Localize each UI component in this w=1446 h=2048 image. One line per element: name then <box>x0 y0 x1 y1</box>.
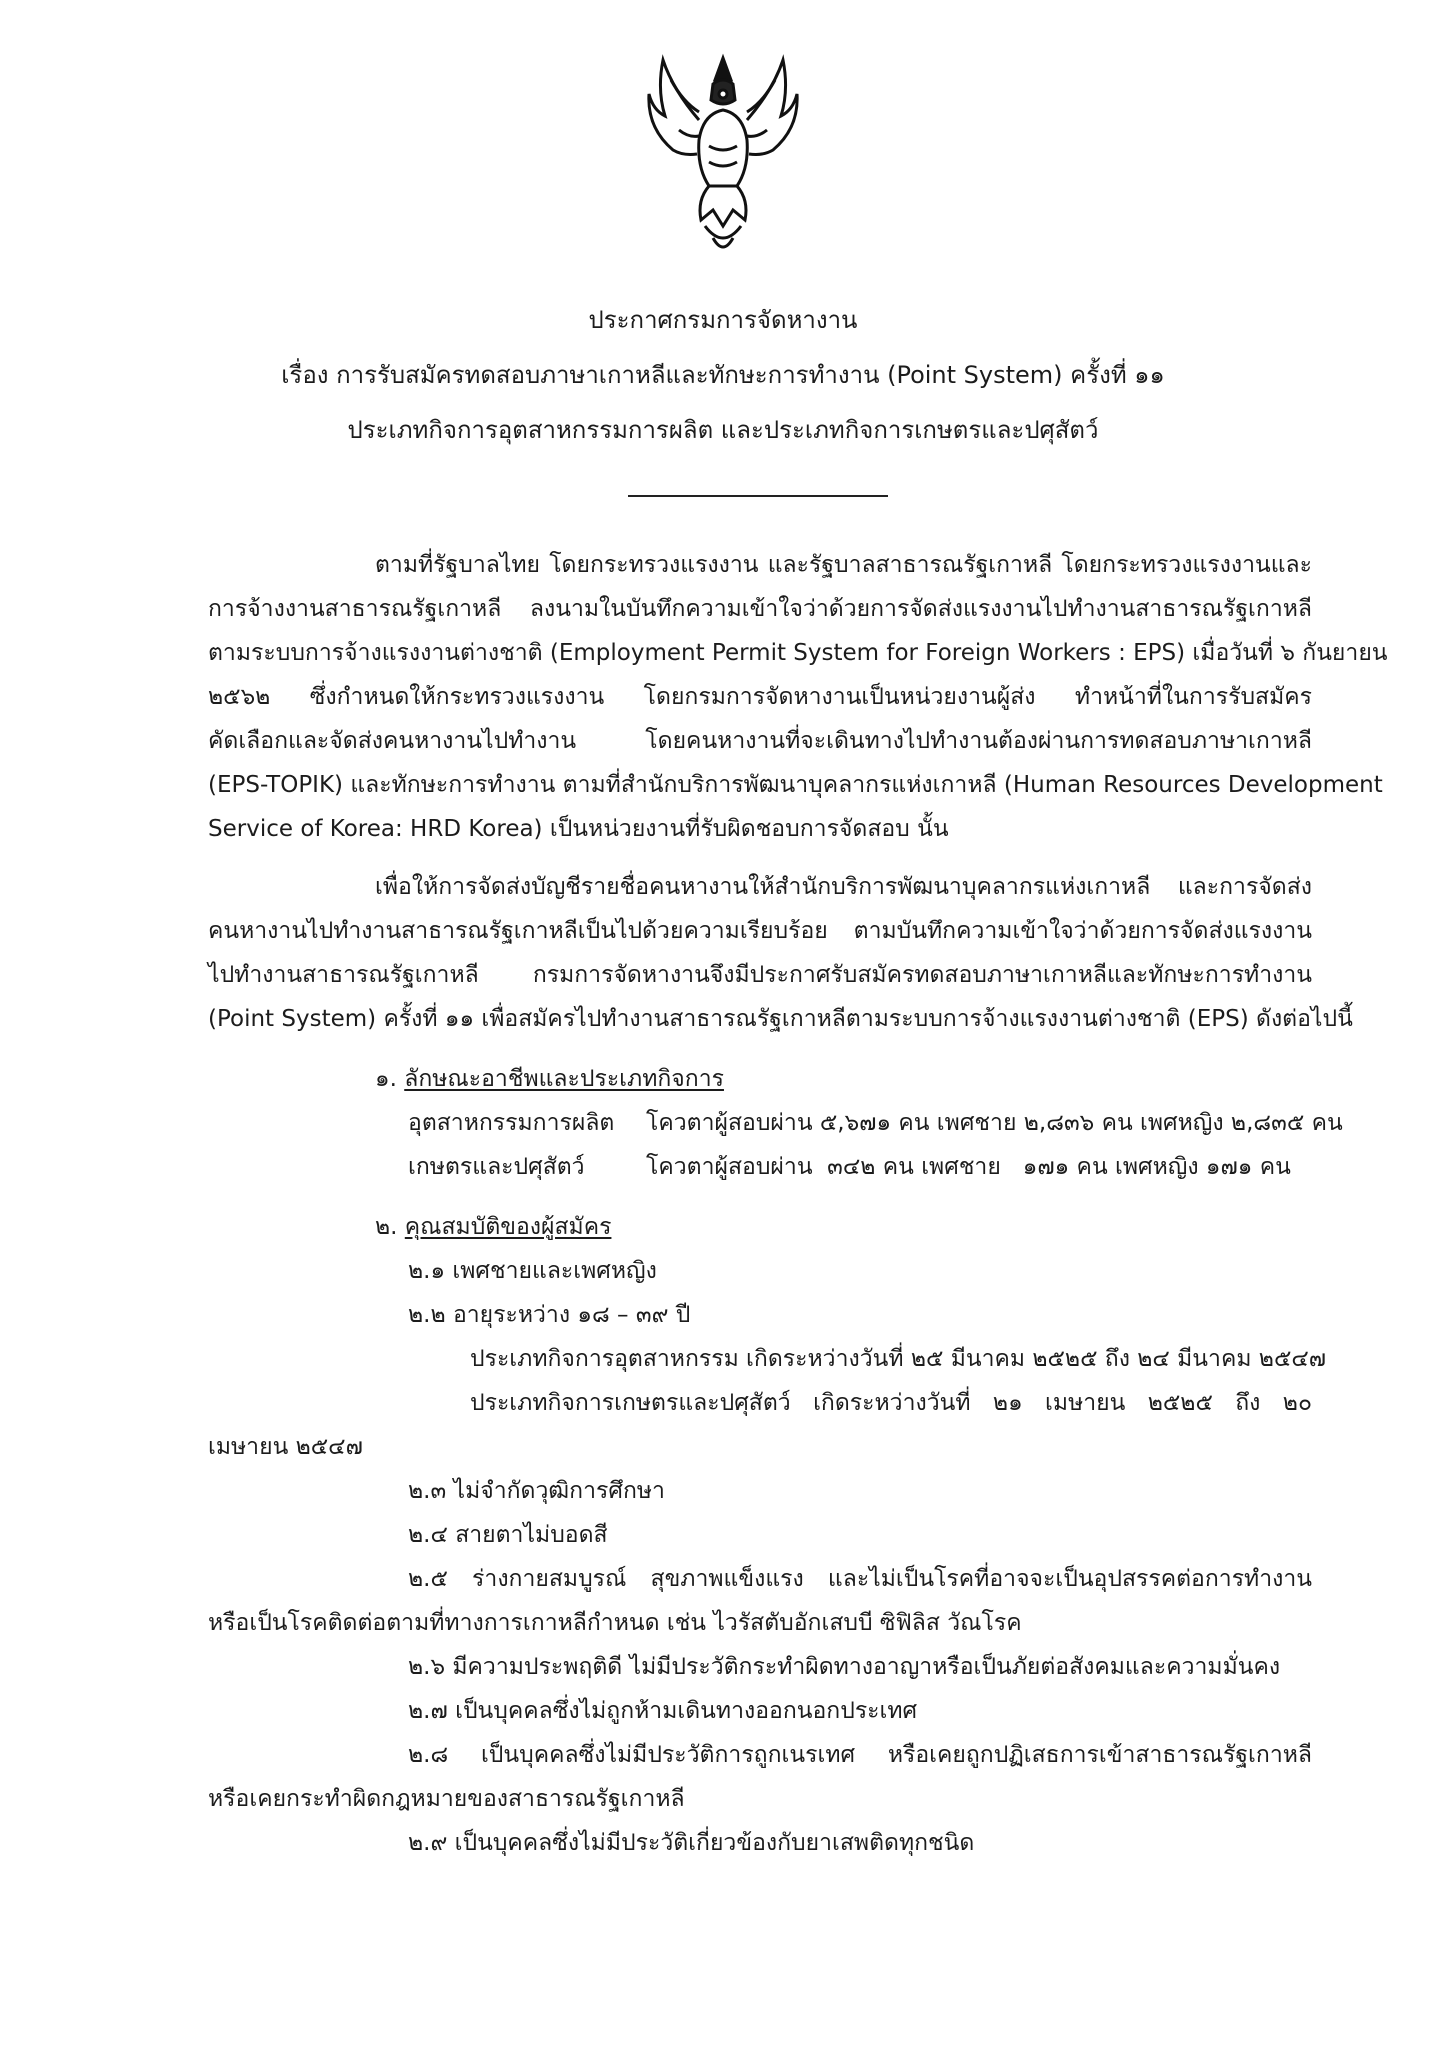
paragraph-2-line: (Point System) ครั้งที่ ๑๑ เพื่อสมัครไปทำงานสาธารณรัฐเกาหลีตามระบบการจ้างแรงงานต่างชาติ (EPS) ดังต่อไปนี้ <box>208 1006 1353 1032</box>
paragraph-1-line: คัดเลือกและจัดส่งคนหางานไปทำงาน โดยคนหางานที่จะเดินทางไปทำงานต้องผ่านการทดสอบภาษาเกาหลี <box>208 728 1312 754</box>
announcement-title: ประกาศกรมการจัดหางาน <box>588 306 858 334</box>
section-2-number: ๒. <box>375 1214 398 1240</box>
qualification-detail: ประเภทกิจการอุตสาหกรรม เกิดระหว่างวันที่ ๒๕ มีนาคม ๒๕๒๕ ถึง ๒๔ มีนาคม ๒๕๔๗ <box>470 1346 1327 1372</box>
section-2-title: คุณสมบัติของผู้สมัคร <box>404 1214 612 1240</box>
paragraph-1-line: (EPS-TOPIK) และทักษะการทำงาน ตามที่สำนักบริการพัฒนาบุคลากรแห่งเกาหลี (Human Resources Development <box>208 772 1383 798</box>
paragraph-1-line: Service of Korea: HRD Korea) เป็นหน่วยงานที่รับผิดชอบการจัดสอบ นั้น <box>208 816 949 842</box>
qualification-item: ๒.๗ เป็นบุคคลซึ่งไม่ถูกห้ามเดินทางออกนอกประเทศ <box>408 1698 918 1724</box>
paragraph-1-line: ตามที่รัฐบาลไทย โดยกระทรวงแรงงาน และรัฐบาลสาธารณรัฐเกาหลี โดยกระทรวงแรงงานและ <box>375 552 1312 578</box>
qualification-item: ๒.๙ เป็นบุคคลซึ่งไม่มีประวัติเกี่ยวข้องกับยาเสพติดทุกชนิด <box>408 1830 975 1856</box>
section-1-heading <box>375 1064 724 1094</box>
qualification-item: ๒.๓ ไม่จำกัดวุฒิการศึกษา <box>408 1478 665 1504</box>
paragraph-1-line: ๒๕๖๒ ซึ่งกำหนดให้กระทรวงแรงงาน โดยกรมการจัดหางานเป็นหน่วยงานผู้ส่ง ทำหน้าที่ในการรับสมัคร <box>208 684 1312 710</box>
qualification-detail: ประเภทกิจการเกษตรและปศุสัตว์ เกิดระหว่างวันที่ ๒๑ เมษายน ๒๕๒๕ ถึง ๒๐ <box>470 1390 1312 1416</box>
section-1-title: ลักษณะอาชีพและประเภทกิจการ <box>404 1066 724 1092</box>
paragraph-2-line: ไปทำงานสาธารณรัฐเกาหลี กรมการจัดหางานจึงมีประกาศรับสมัครทดสอบภาษาเกาหลีและทักษะการทำงาน <box>208 962 1312 988</box>
qualification-item: ๒.๒ อายุระหว่าง ๑๘ – ๓๙ ปี <box>408 1302 691 1328</box>
quota-sector: เกษตรและปศุสัตว์ <box>408 1154 585 1180</box>
paragraph-2-line: เพื่อให้การจัดส่งบัญชีรายชื่อคนหางานให้สำนักบริการพัฒนาบุคลากรแห่งเกาหลี และการจัดส่ง <box>375 874 1312 900</box>
qualification-item: หรือเคยกระทำผิดกฎหมายของสาธารณรัฐเกาหลี <box>208 1786 685 1812</box>
qualification-item: ๒.๔ สายตาไม่บอดสี <box>408 1522 608 1548</box>
announcement-scope: ประเภทกิจการอุตสาหกรรมการผลิต และประเภทกิจการเกษตรและปศุสัตว์ <box>347 416 1099 444</box>
paragraph-2-line: คนหางานไปทำงานสาธารณรัฐเกาหลีเป็นไปด้วยความเรียบร้อย ตามบันทึกความเข้าใจว่าด้วยการจัดส่งแรงงาน <box>208 918 1312 944</box>
garuda-emblem-icon <box>643 50 803 262</box>
quota-row <box>408 1152 1291 1182</box>
quota-row <box>408 1108 1343 1138</box>
section-2-heading <box>375 1212 611 1242</box>
paragraph-1-line: การจ้างงานสาธารณรัฐเกาหลี ลงนามในบันทึกความเข้าใจว่าด้วยการจัดส่งแรงงานไปทำงานสาธารณรัฐเกาหลี <box>208 596 1312 622</box>
qualification-item: หรือเป็นโรคติดต่อตามที่ทางการเกาหลีกำหนด เช่น ไวรัสตับอักเสบบี ซิฟิลิส วัณโรค <box>208 1610 1022 1636</box>
qualification-detail: เมษายน ๒๕๔๗ <box>208 1434 363 1460</box>
title-divider <box>628 495 888 497</box>
announcement-subject: เรื่อง การรับสมัครทดสอบภาษาเกาหลีและทักษะการทำงาน (Point System) ครั้งที่ ๑๑ <box>281 361 1165 389</box>
qualification-item: ๒.๕ ร่างกายสมบูรณ์ สุขภาพแข็งแรง และไม่เป็นโรคที่อาจจะเป็นอุปสรรคต่อการทำงาน <box>408 1566 1312 1592</box>
paragraph-1-line: ตามระบบการจ้างแรงงานต่างชาติ (Employment Permit System for Foreign Workers : EPS) เมื่อวันที่ ๖ กันยายน <box>208 640 1388 666</box>
quota-sector: อุตสาหกรรมการผลิต <box>408 1110 615 1136</box>
qualification-item: ๒.๖ มีความประพฤติดี ไม่มีประวัติกระทำผิดทางอาญาหรือเป็นภัยต่อสังคมและความมั่นคง <box>408 1654 1281 1680</box>
qualification-item: ๒.๘ เป็นบุคคลซึ่งไม่มีประวัติการถูกเนรเทศ หรือเคยถูกปฏิเสธการเข้าสาธารณรัฐเกาหลี <box>408 1742 1312 1768</box>
section-1-number: ๑. <box>375 1066 397 1092</box>
quota-text: โควตาผู้สอบผ่าน ๓๔๒ คน เพศชาย ๑๗๑ คน เพศหญิง ๑๗๑ คน <box>646 1154 1291 1180</box>
quota-text: โควตาผู้สอบผ่าน ๕,๖๗๑ คน เพศชาย ๒,๘๓๖ คน เพศหญิง ๒,๘๓๕ คน <box>646 1110 1343 1136</box>
qualification-item: ๒.๑ เพศชายและเพศหญิง <box>408 1258 657 1284</box>
